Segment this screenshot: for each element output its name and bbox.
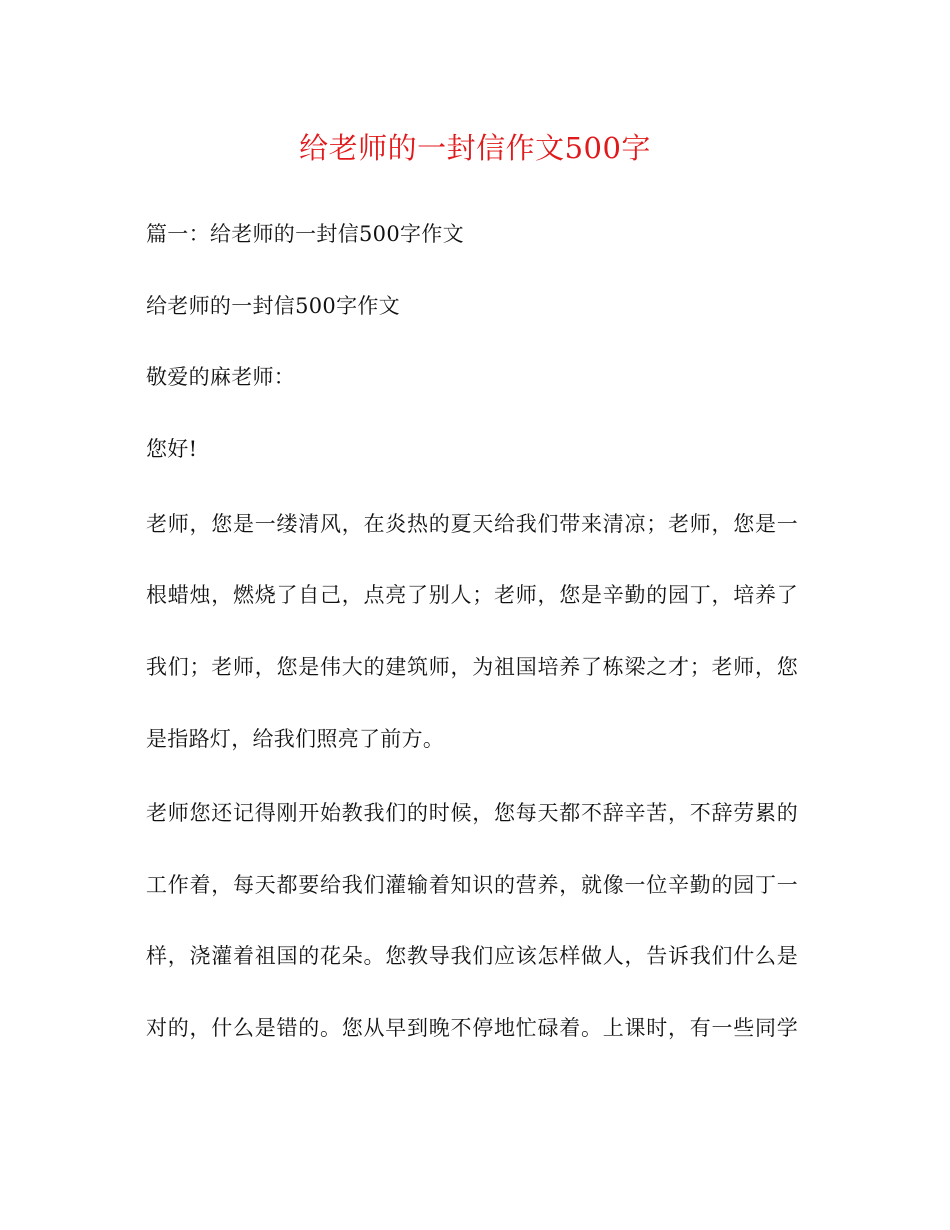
paragraph-line: 老师，您是一缕清风，在炎热的夏天给我们带来清凉；老师，您是一	[146, 512, 798, 536]
letter-heading: 给老师的一封信500字作文	[146, 294, 400, 318]
document-title: 给老师的一封信作文500字	[299, 131, 651, 165]
paragraph-line: 对的，什么是错的。您从早到晚不停地忙碌着。上课时，有一些同学	[146, 1016, 798, 1040]
paragraph-line: 我们；老师，您是伟大的建筑师，为祖国培养了栋梁之才；老师，您	[146, 655, 798, 679]
paragraph-line: 样，浇灌着祖国的花朵。您教导我们应该怎样做人，告诉我们什么是	[146, 944, 798, 968]
paragraph-line: 老师您还记得刚开始教我们的时候，您每天都不辞辛苦，不辞劳累的	[146, 801, 798, 825]
paragraph-line: 是指路灯，给我们照亮了前方。	[146, 727, 445, 751]
paragraph-line: 工作着，每天都要给我们灌输着知识的营养，就像一位辛勤的园丁一	[146, 873, 798, 897]
paragraph-line: 根蜡烛，燃烧了自己，点亮了别人；老师，您是辛勤的园丁，培养了	[146, 583, 798, 607]
heading-part-one: 篇一：给老师的一封信500字作文	[146, 222, 464, 246]
letter-salutation: 敬爱的麻老师：	[146, 365, 296, 389]
letter-greeting: 您好!	[146, 437, 198, 461]
